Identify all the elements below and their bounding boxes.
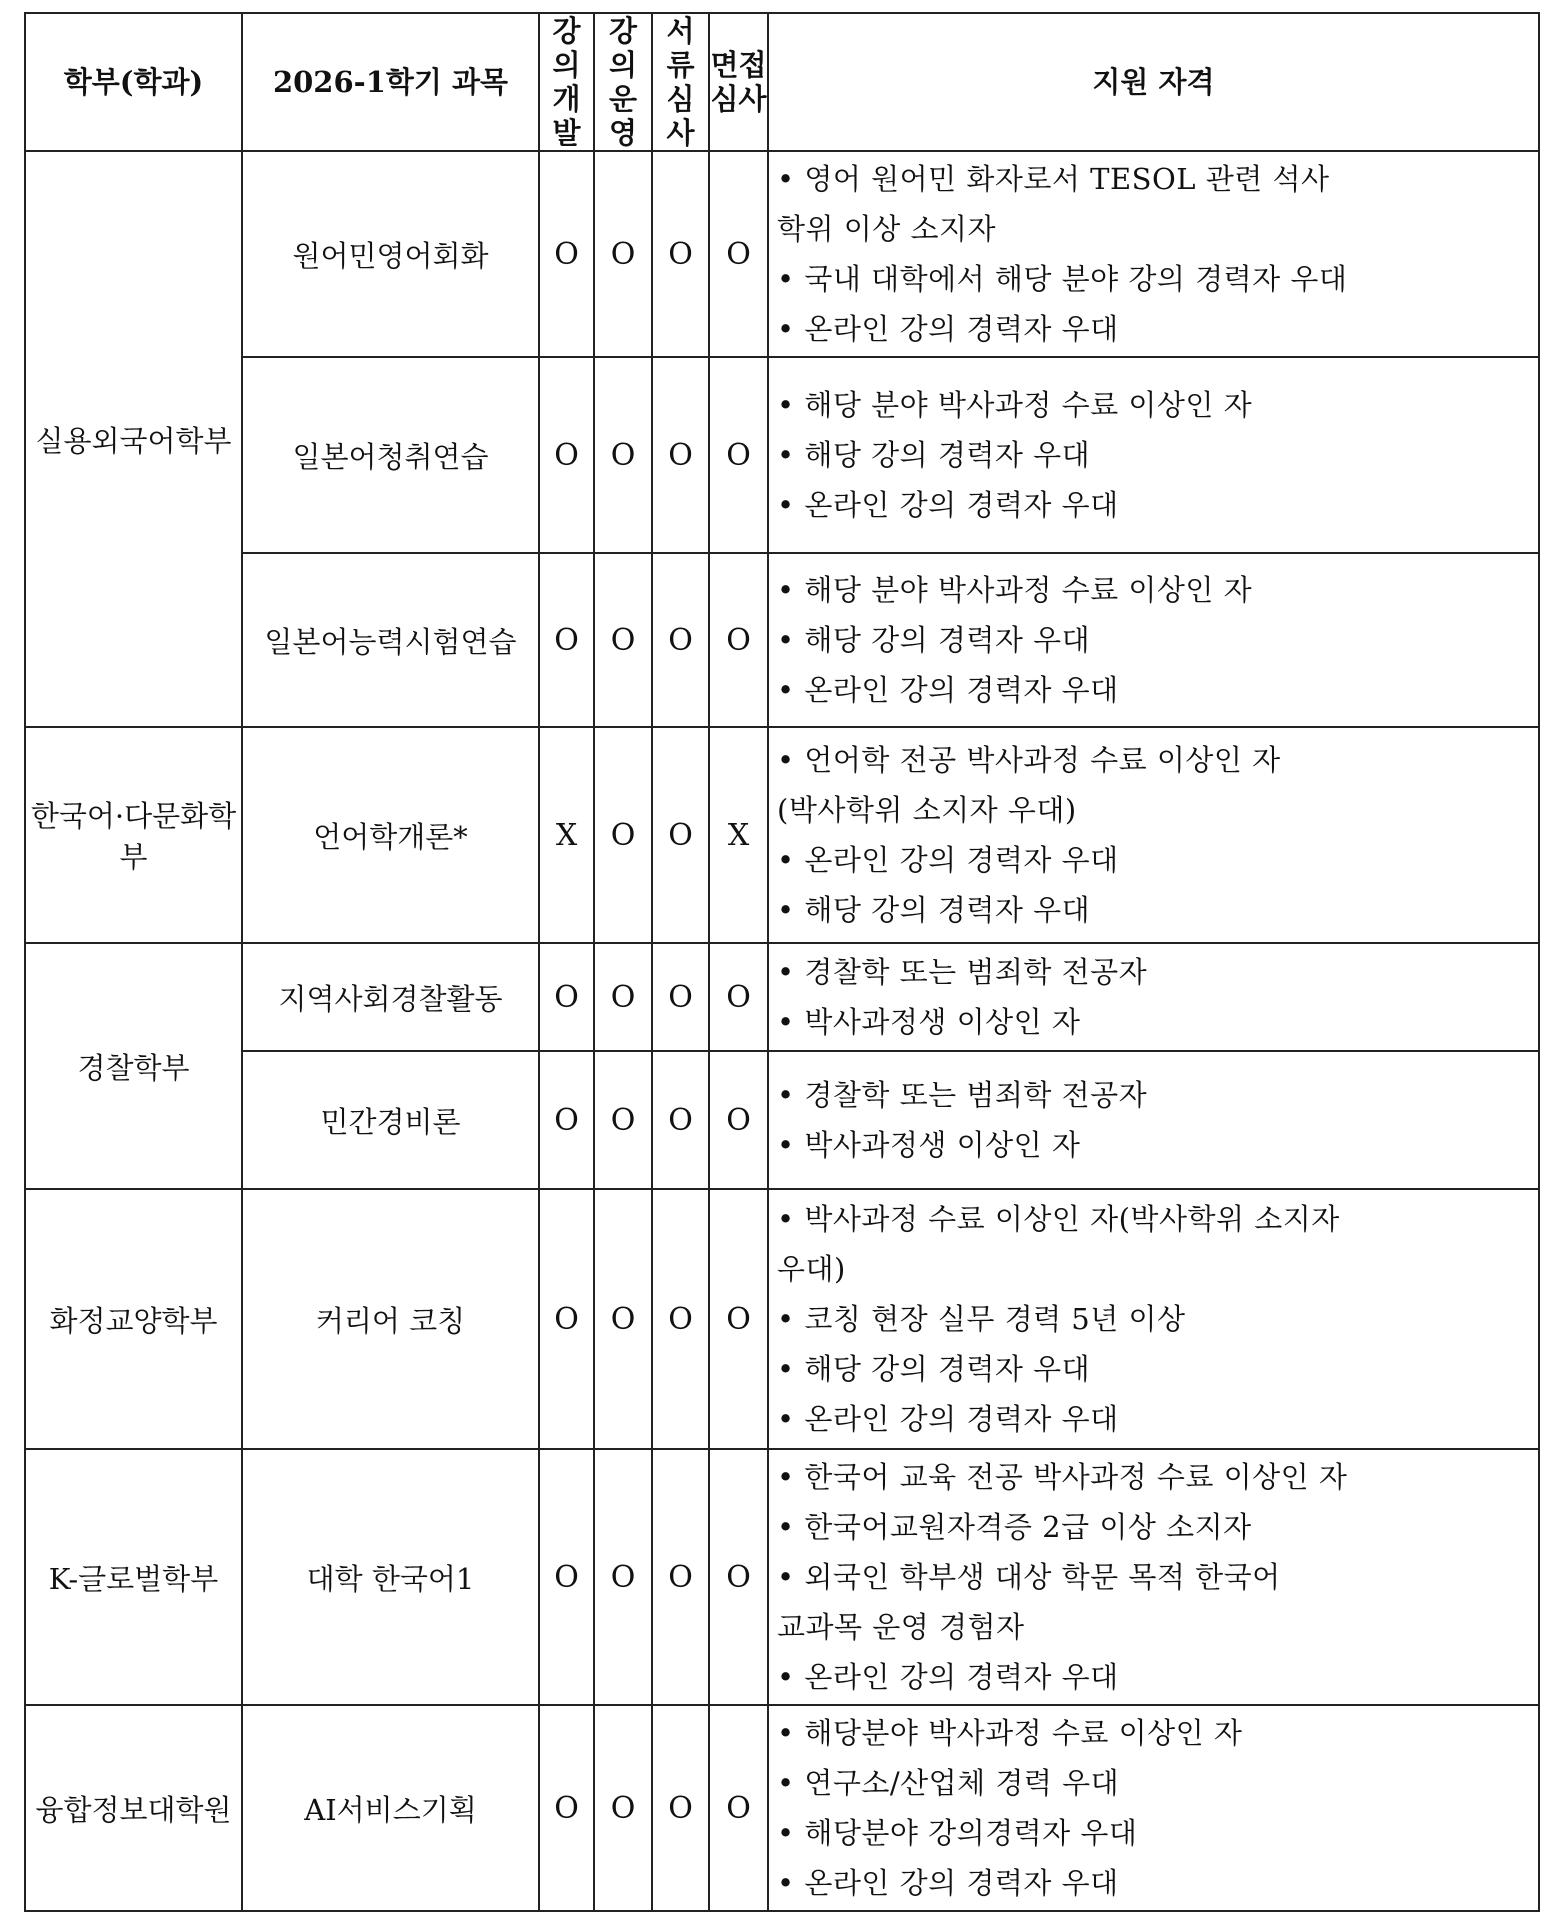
qual-line: • 해당 분야 박사과정 수료 이상인 자 [777,573,1253,607]
header-op: 강의 운영 [594,13,652,151]
qual-line: 교과목 운영 경험자 [777,1610,1025,1644]
doc-cell: O [652,357,709,553]
qual-line: • 경찰학 또는 범죄학 전공자 [777,955,1148,989]
course-cell: 언어학개론* [242,727,539,943]
recruitment-table-page [24,12,1538,1912]
doc-cell: O [652,943,709,1051]
dev-cell: O [539,1051,594,1189]
qual-line: • 온라인 강의 경력자 우대 [777,1402,1119,1436]
qual-cell [768,943,1539,1051]
interview-cell: X [709,727,768,943]
qual-line: • 한국어 교육 전공 박사과정 수료 이상인 자 [777,1460,1348,1494]
qual-cell [768,1449,1539,1705]
table-row [25,943,1539,1051]
header-dev: 강의 개발 [539,13,594,151]
dev-cell: O [539,1705,594,1911]
course-cell: 민간경비론 [242,1051,539,1189]
table-row [25,1051,1539,1189]
course-cell: 원어민영어회화 [242,151,539,357]
dev-cell: O [539,1189,594,1449]
op-cell: O [594,1189,652,1449]
qual-line: • 해당 분야 박사과정 수료 이상인 자 [777,388,1253,422]
qual-line: • 해당 강의 경력자 우대 [777,1352,1091,1386]
table-row [25,1189,1539,1449]
course-cell: 지역사회경찰활동 [242,943,539,1051]
qual-line: • 온라인 강의 경력자 우대 [777,673,1119,707]
qual-line: • 온라인 강의 경력자 우대 [777,312,1119,346]
course-cell: 커리어 코칭 [242,1189,539,1449]
op-cell: O [594,1705,652,1911]
header-dept: 학부(학과) [25,13,242,151]
qual-line: • 코칭 현장 실무 경력 5년 이상 [777,1302,1186,1336]
op-cell: O [594,1449,652,1705]
qual-line: • 온라인 강의 경력자 우대 [777,843,1119,877]
header-row [25,13,1539,151]
header-qual: 지원 자격 [768,13,1539,151]
interview-cell: O [709,1705,768,1911]
qual-line: • 외국인 학부생 대상 학문 목적 한국어 [777,1560,1281,1594]
course-cell: 일본어청취연습 [242,357,539,553]
op-cell: O [594,727,652,943]
dept-cell: 한국어·다문화학부 [25,727,242,943]
course-cell: AI서비스기획 [242,1705,539,1911]
op-cell: O [594,151,652,357]
qual-line: • 온라인 강의 경력자 우대 [777,488,1119,522]
qual-cell [768,1705,1539,1911]
doc-cell: O [652,1051,709,1189]
doc-cell: O [652,1449,709,1705]
interview-cell: O [709,357,768,553]
table-row [25,553,1539,727]
doc-cell: O [652,727,709,943]
qual-line: 학위 이상 소지자 [777,212,997,246]
table-row [25,1449,1539,1705]
op-cell: O [594,1051,652,1189]
course-cell: 대학 한국어1 [242,1449,539,1705]
header-doc: 서류 심사 [652,13,709,151]
table-row [25,357,1539,553]
qual-line: (박사학위 소지자 우대) [777,793,1077,827]
qual-line: • 영어 원어민 화자로서 TESOL 관련 석사 [777,162,1330,196]
doc-cell: O [652,553,709,727]
interview-cell: O [709,1189,768,1449]
doc-cell: O [652,151,709,357]
dept-cell: 화정교양학부 [25,1189,242,1449]
qual-cell [768,1051,1539,1189]
interview-cell: O [709,943,768,1051]
course-recruitment-table [24,12,1540,1912]
dev-cell: O [539,1449,594,1705]
interview-cell: O [709,1449,768,1705]
qual-cell [768,553,1539,727]
dev-cell: O [539,151,594,357]
dept-cell: 융합정보대학원 [25,1705,242,1911]
dev-cell: O [539,943,594,1051]
table-row [25,151,1539,357]
qual-line: • 온라인 강의 경력자 우대 [777,1866,1119,1900]
qual-cell [768,727,1539,943]
qual-line: • 국내 대학에서 해당 분야 강의 경력자 우대 [777,262,1348,296]
header-interview: 면접 심사 [709,13,768,151]
qual-line: • 온라인 강의 경력자 우대 [777,1660,1119,1694]
dept-cell: K-글로벌학부 [25,1449,242,1705]
qual-cell [768,1189,1539,1449]
op-cell: O [594,943,652,1051]
doc-cell: O [652,1705,709,1911]
interview-cell: O [709,553,768,727]
interview-cell: O [709,1051,768,1189]
qual-line: • 박사과정생 이상인 자 [777,1005,1081,1039]
dev-cell: X [539,727,594,943]
table-row [25,727,1539,943]
qual-line: • 해당분야 박사과정 수료 이상인 자 [777,1716,1243,1750]
qual-cell [768,357,1539,553]
qual-line: 우대) [777,1252,846,1286]
doc-cell: O [652,1189,709,1449]
op-cell: O [594,553,652,727]
qual-line: • 해당 강의 경력자 우대 [777,438,1091,472]
qual-line: • 해당분야 강의경력자 우대 [777,1816,1138,1850]
qual-line: • 연구소/산업체 경력 우대 [777,1766,1120,1800]
header-course: 2026-1학기 과목 [242,13,539,151]
qual-line: • 언어학 전공 박사과정 수료 이상인 자 [777,743,1281,777]
op-cell: O [594,357,652,553]
interview-cell: O [709,151,768,357]
qual-line: • 박사과정 수료 이상인 자(박사학위 소지자 [777,1202,1340,1236]
dept-cell: 실용외국어학부 [25,151,242,727]
qual-line: • 박사과정생 이상인 자 [777,1128,1081,1162]
qual-line: • 해당 강의 경력자 우대 [777,893,1091,927]
dept-cell: 경찰학부 [25,943,242,1189]
course-cell: 일본어능력시험연습 [242,553,539,727]
dev-cell: O [539,357,594,553]
qual-line: • 한국어교원자격증 2급 이상 소지자 [777,1510,1252,1544]
table-row [25,1705,1539,1911]
qual-line: • 해당 강의 경력자 우대 [777,623,1091,657]
qual-cell [768,151,1539,357]
qual-line: • 경찰학 또는 범죄학 전공자 [777,1078,1148,1112]
dev-cell: O [539,553,594,727]
